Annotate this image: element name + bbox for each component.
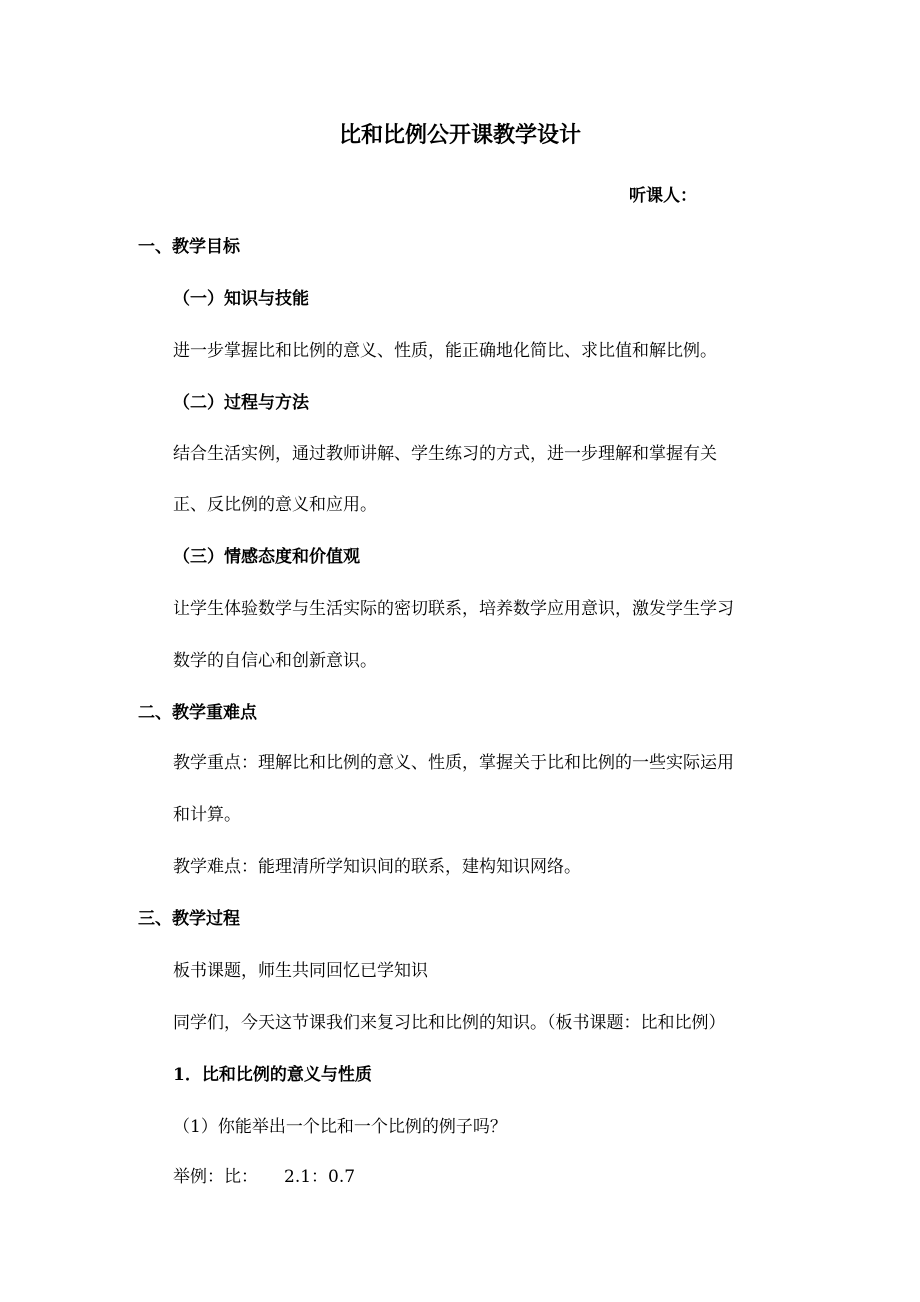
document-title: 比和比例公开课教学设计: [338, 122, 581, 148]
paragraph-attitudes-values-line2: 数学的自信心和创新意识。: [173, 651, 377, 671]
example-line: [173, 1166, 355, 1188]
section-heading-key-points: 二、教学重难点: [138, 703, 257, 723]
subheading-attitudes-values: （三）情感态度和价值观: [173, 547, 360, 567]
item-heading-ratio-meaning: 1．比和比例的意义与性质: [173, 1065, 372, 1085]
paragraph-difficult-point: 教学难点：能理清所学知识间的联系，建构知识网络。: [173, 857, 581, 877]
paragraph-process-methods-line2: 正、反比例的意义和应用。: [173, 495, 377, 515]
paragraph-board-title: 板书课题，师生共同回忆已学知识: [173, 961, 428, 981]
paragraph-knowledge-skills: 进一步掌握比和比例的意义、性质，能正确地化简比、求比值和解比例。: [173, 341, 717, 361]
subheading-process-methods: （二）过程与方法: [173, 393, 309, 413]
question-example: （1）你能举出一个比和一个比例的例子吗？: [173, 1117, 507, 1137]
example-value: 2.1：0.7: [284, 1167, 356, 1187]
paragraph-key-point-line1: 教学重点：理解比和比例的意义、性质，掌握关于比和比例的一些实际运用: [173, 753, 734, 773]
paragraph-attitudes-values-line1: 让学生体验数学与生活实际的密切联系，培养数学应用意识，激发学生学习: [173, 599, 734, 619]
subheading-knowledge-skills: （一）知识与技能: [173, 289, 309, 309]
paragraph-process-methods-line1: 结合生活实例，通过教师讲解、学生练习的方式，进一步理解和掌握有关: [173, 444, 717, 464]
section-heading-teaching-process: 三、教学过程: [138, 909, 240, 929]
section-heading-objectives: 一、教学目标: [138, 237, 240, 257]
paragraph-intro: 同学们，今天这节课我们来复习比和比例的知识。（板书课题：比和比例）: [173, 1013, 726, 1033]
listener-label: 听课人：: [629, 186, 697, 206]
example-label: 举例：比：: [173, 1167, 258, 1187]
paragraph-key-point-line2: 和计算。: [173, 805, 241, 825]
